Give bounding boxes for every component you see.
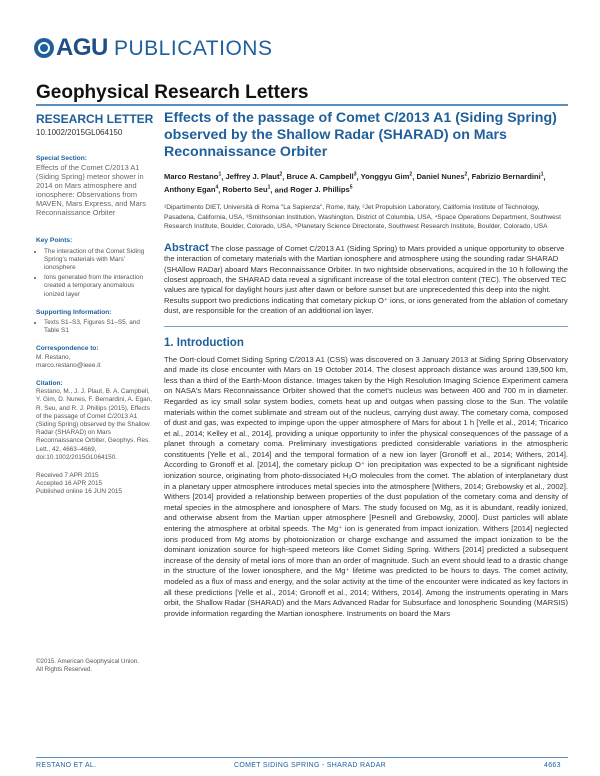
author-affiliation-mark: 3 (353, 171, 357, 178)
author[interactable]: Daniel Nunes$^2$ (416, 171, 468, 182)
author[interactable]: Bruce A. Campbell$^3$ (286, 171, 357, 182)
agu-logo (34, 34, 273, 64)
supporting-info-heading: Supporting Information: (36, 308, 112, 316)
copyright (36, 658, 156, 674)
footer-running-title: COMET SIDING SPRING - SHARAD RADAR (234, 762, 387, 769)
supporting-info-list (36, 319, 154, 335)
abstract-label: Abstract (164, 241, 209, 254)
received-date: Received 7 APR 2015 (36, 472, 99, 480)
author-affiliation-mark: 2 (409, 171, 413, 178)
citation-text: Restano, M., J. J. Plaut, B. A. Campbell, Y. Gim, D. Nunes, F. Bernardini, A. Egan, R. Seu, and R. J. Phillips (2015), Effects of the passage of Comet C/2013 A1 (Siding Spring) observed by the Shallow Radar (SHARAD) on Mars Reconnaissance Orbiter, Geophys. Res. Lett., 42, 4663–4669, doi:10.1002/2015GL064150. (36, 388, 153, 461)
author[interactable]: Fabrizio Bernardini$^1$ (471, 171, 544, 182)
doi[interactable]: 10.1002/2015GL064150 (36, 128, 123, 137)
author-affiliation-mark: 2 (464, 171, 468, 178)
author[interactable]: Marco Restano$^1$ (164, 171, 222, 182)
author[interactable]: Jeffrey J. Plaut$^2$ (225, 171, 283, 182)
logo-publications-text: PUBLICATIONS (114, 37, 273, 60)
copyright-line-1: ©2015. American Geophysical Union. (36, 658, 139, 665)
author-affiliation-mark: 4 (215, 184, 219, 191)
special-section-text[interactable]: Effects of the Comet C/2013 A1 (Siding Spring) meteor shower in 2014 on Mars atmosphere and ionosphere: Observations from MAVEN, Mars Express, and Mars Reconnaissance Orbiter (36, 163, 146, 218)
author[interactable]: Anthony Egan$^4$ (164, 184, 219, 195)
key-points-heading: Key Points: (36, 237, 73, 245)
introduction-text: The Oort-cloud Comet Siding Spring C/2013 A1 (CSS) was discovered on 3 January 2013 at Siding Spring Observatory and made its close encounter with Mars on 19 October 2014. The closest approach distance was around 139,500 km, less than a third of the Earth-Moon distance. Images taken by the High Resolution Imaging Science Experiment camera on NASA's Mars Reconnaissance Orbiter showed that the comet's nucleus was between 400 and 700 m in diameter. Regarded as icy small solar system bodies, comets heat up and outgas when passing close to the Sun. The volatile materials within the comet sublimate and stream out of the nucleus, carrying dust away. The cometary coma, composed of dust and gas, was expected to impinge upon the upper atmosphere of Mars for about 1 h [Yelle et al., 2014; Tricarico et al., 2014; Kelley et al., 2014], providing a unique opportunity to infer the physical consequences of the passage of a planet through a cometary coma. Preliminary investigations predicted considerable variations in the atmospheric constituents [Yelle et al., 2014] and the temporal formation of a new ion layer [Gronoff et al., 2014; Withers, 2014]. According to Gronoff et al. [2014], the cometary pickup O⁺ ion precipitation was expected to be a significant nightside ionization source, originating from photo-dissociated H₂O molecules from the comet. The ablation of interplanetary dust in a planetary upper atmosphere introduces metal species into the atmosphere [Withers, 2014; Grebowsky et al., 2002]. Withers [2014] provided a relationship between properties of the dust population of the cometary coma and density of metal species in the atmosphere and ionosphere of Mars. The study focused on Mg, as it is abundant, readily ionized, and otherwise absent from the Martian upper atmosphere [Pesnell and Grebowsky, 2000]. Dust particles will ablate entering the atmosphere at orbital speeds. The Mg⁺ ion is generated from impact ionization. Withers [2014] neglected ions produced from Mg atoms by photoionization or charge exchange and assumed the impact ionization to be the dominant ionization source for high-speed meteors like Comet Siding Spring. Withers [2014] predicted a subsequent increase of the density of metal ions of more than an order of magnitude. Such an event should lead to a drastic change in the structure of the lower ionosphere, and the Mg⁺ lifetime was predicted to be hours to days. The comet activity, modeled as a flux of mass and energy, and the solar activity at the time of the encounter were indicated as key factors in all these predictions [Yelle et al., 2014; Gronoff et al., 2014; Withers, 2014]. Among the instruments operating in Mars orbit, the Shallow Radar (SHARAD) and the Mars Advanced Radar for Subsurface and Ionospheric Sounding (MARSIS) provide information regarding the Martian ionosphere. Instruments on board the Mars (164, 354, 568, 618)
supporting-item[interactable]: • Texts S1–S3, Figures S1–S5, and Table S1 (44, 319, 154, 335)
correspondence-email[interactable]: marco.restano@ieee.it (36, 361, 101, 369)
article-main (164, 110, 568, 619)
article-title: Effects of the passage of Comet C/2013 A1 (Siding Spring) observed by the Shallow Radar (SHARAD) on Mars Reconnaissance Orbiter (164, 110, 557, 161)
footer-rule (36, 757, 568, 758)
author-affiliation-mark: 5 (349, 184, 353, 191)
section-heading-introduction: 1. Introduction (164, 336, 244, 349)
accepted-date: Accepted 16 APR 2015 (36, 480, 103, 488)
author[interactable]: Roberto Seu$^1$ (222, 184, 271, 195)
correspondence-heading: Correspondence to: (36, 345, 99, 353)
author-affiliation-mark: 1 (218, 171, 222, 178)
citation-heading: Citation: (36, 380, 63, 388)
agu-globe-icon (34, 38, 54, 58)
abstract (164, 243, 568, 317)
author-affiliation-mark: 1 (540, 171, 544, 178)
header-rule (36, 104, 568, 106)
author-affiliation-mark: 1 (267, 184, 271, 191)
footer-authors: RESTANO ET AL. (36, 762, 97, 769)
page-number: 4663 (544, 762, 561, 769)
published-date: Published online 16 JUN 2015 (36, 488, 122, 496)
article-type: RESEARCH LETTER (36, 112, 154, 126)
copyright-line-2: All Rights Reserved. (36, 666, 93, 673)
author[interactable]: Roger J. Phillips$^5$ (290, 184, 353, 195)
dates-block (36, 472, 154, 497)
special-section-heading: Special Section: (36, 155, 87, 163)
author-list: Marco Restano$^1$, Jeffrey J. Plaut$^2$, Bruce A. Campbell$^3$, Yonggyu Gim$^2$, Daniel Nunes$^2$, Fabrizio Bernardini$^1$, Anthony Egan$^4$, Roberto Seu$^1$, and Roger J. Phillips$^5$ (164, 171, 546, 195)
abstract-text: The close passage of Comet C/2013 A1 (Siding Spring) to Mars provided a unique opportunity to observe the interaction of cometary materials with the Martian ionosphere and atmosphere using the sounding radar SHARAD (SHAllow RADar) aboard Mars Reconnaissance Orbiter. In two nightside observations, acquired in the 10 h following the closest approach, the SHARAD data reveal a significant increase of the total electron content (TEC). The observed TEC values are typical for daylight hours just after dawn or before sunset but are unprecedented this deep into the night. Results support two predictions indicating that cometary pickup O⁺ ions, or ions generated from the ablation of cometary dust, are responsible for the creation of an additional ion layer. (164, 243, 568, 316)
logo-agu-text: AGU (56, 34, 108, 61)
key-point: • Ions generated from the interaction created a temporary anomalous ionized layer (44, 274, 154, 299)
author[interactable]: Yonggyu Gim$^2$ (360, 171, 413, 182)
journal-title: Geophysical Research Letters (36, 82, 309, 103)
key-points-list (36, 248, 154, 299)
sidebar (36, 112, 154, 497)
affiliations: ¹Dipartimento DIET, Università di Roma "La Sapienza", Rome, Italy, ²Jet Propulsion Laboratory, California Institute of Technology, Pasadena, California, USA, ³Smithsonian Institution, Washington, District of Columbia, USA, ⁴Space Operations Department, Southwest Research Institute, Boulder, Colorado, USA, ⁵Planetary Science Directorate, Southwest Research Institute, Boulder, Colorado, USA (164, 204, 561, 231)
correspondence-name: M. Restano, (36, 353, 71, 361)
section-rule (164, 326, 568, 327)
key-point: • The interaction of the Comet Siding Spring's materials with Mars' ionosphere (44, 248, 154, 273)
author-affiliation-mark: 2 (279, 171, 283, 178)
